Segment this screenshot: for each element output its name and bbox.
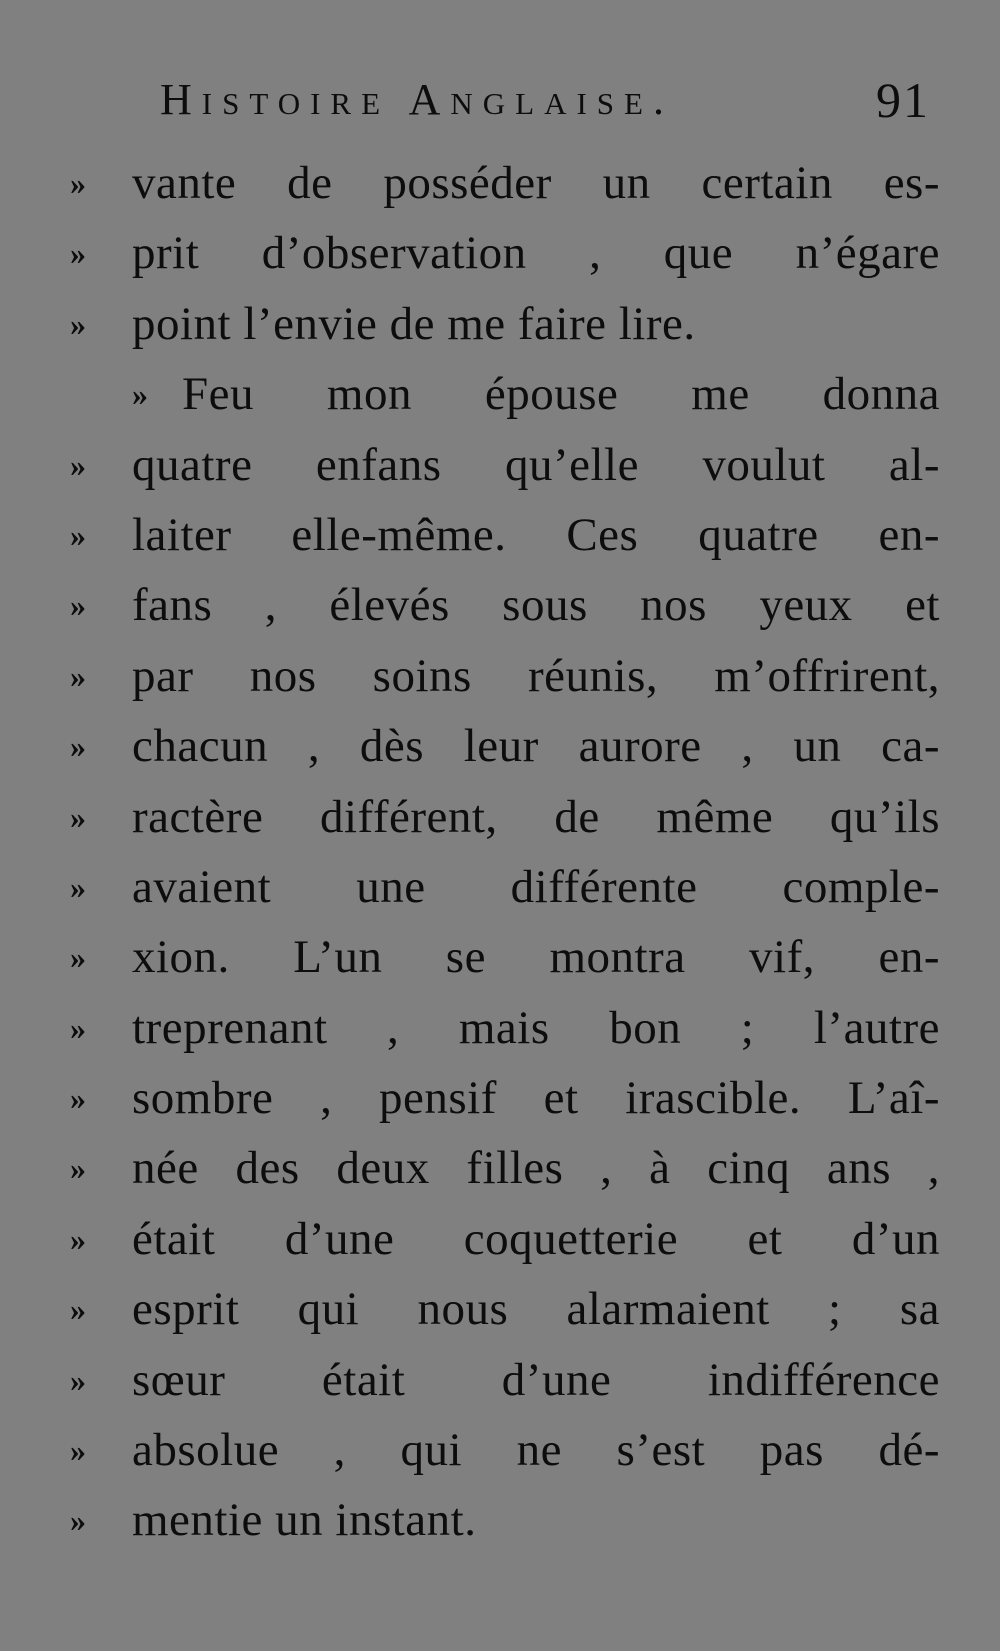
line-text: absolue , qui ne s’est pas dé- (132, 1424, 940, 1477)
quote-mark: » (70, 798, 86, 835)
text-line (70, 922, 940, 992)
line-text: laiter elle-même. Ces quatre en- (132, 508, 940, 561)
text-line (70, 500, 940, 570)
text-line (70, 1063, 940, 1133)
text-line (70, 993, 940, 1063)
quote-mark: » (70, 1361, 86, 1398)
text-line (70, 1415, 940, 1485)
text-line (70, 782, 940, 852)
quote-mark: » (70, 1220, 86, 1257)
quote-mark: » (70, 446, 86, 483)
line-text: esprit qui nous alarmaient ; sa (132, 1283, 940, 1336)
line-text: mentie un instant. (132, 1494, 477, 1547)
text-line (70, 1133, 940, 1203)
text-line-paragraph-start (70, 359, 940, 429)
quote-mark: » (70, 657, 86, 694)
quote-mark: » (70, 939, 86, 976)
text-line (70, 570, 940, 640)
quote-mark: » (70, 1080, 86, 1117)
text-line (70, 641, 940, 711)
text-line (70, 711, 940, 781)
quote-mark: » (70, 165, 86, 201)
line-text: xion. L’un se montra vif, en- (132, 931, 940, 984)
text-line (70, 430, 940, 500)
line-text: quatre enfans qu’elle voulut al- (132, 438, 940, 491)
line-text: sombre , pensif et irascible. L’aî- (132, 1072, 940, 1125)
line-text: ractère différent, de même qu’ils (132, 790, 940, 843)
line-text: point l’envie de me faire lire. (132, 297, 696, 350)
quote-mark: » (70, 235, 86, 272)
line-text: fans , élevés sous nos yeux et (132, 579, 940, 632)
text-body (70, 148, 940, 1556)
text-line (70, 289, 940, 359)
line-text: prit d’observation , que n’égare (132, 227, 940, 280)
page-number: 91 (876, 72, 930, 128)
page-header (160, 70, 930, 130)
line-text: était d’une coquetterie et d’un (132, 1212, 940, 1265)
line-text: chacun , dès leur aurore , un ca- (132, 720, 940, 773)
text-line (70, 1204, 940, 1274)
quote-mark: » (70, 305, 86, 342)
quote-mark: » (132, 376, 148, 413)
line-text: née des deux filles , à cinq ans , (132, 1142, 940, 1195)
quote-mark: » (70, 1502, 86, 1539)
text-line (70, 1345, 940, 1415)
quote-mark: » (70, 868, 86, 905)
quote-mark: » (70, 1009, 86, 1046)
quote-mark: » (70, 1432, 86, 1469)
running-title: Histoire Anglaise. (160, 75, 674, 124)
line-text: Feu mon épouse me donna (182, 368, 940, 421)
text-line (70, 148, 940, 218)
quote-mark: » (70, 1291, 86, 1328)
line-text: sœur était d’une indifférence (132, 1353, 940, 1406)
line-text: avaient une différente comple- (132, 860, 940, 913)
quote-mark: » (70, 1150, 86, 1187)
text-line (70, 1485, 940, 1555)
line-text: par nos soins réunis, m’offrirent, (132, 649, 940, 702)
text-line (70, 1274, 940, 1344)
line-text: vante de posséder un certain es- (132, 157, 940, 209)
quote-mark: » (70, 728, 86, 765)
text-line (70, 852, 940, 922)
text-line (70, 218, 940, 288)
quote-mark: » (70, 587, 86, 624)
line-text: treprenant , mais bon ; l’autre (132, 1001, 940, 1054)
quote-mark: » (70, 516, 86, 553)
